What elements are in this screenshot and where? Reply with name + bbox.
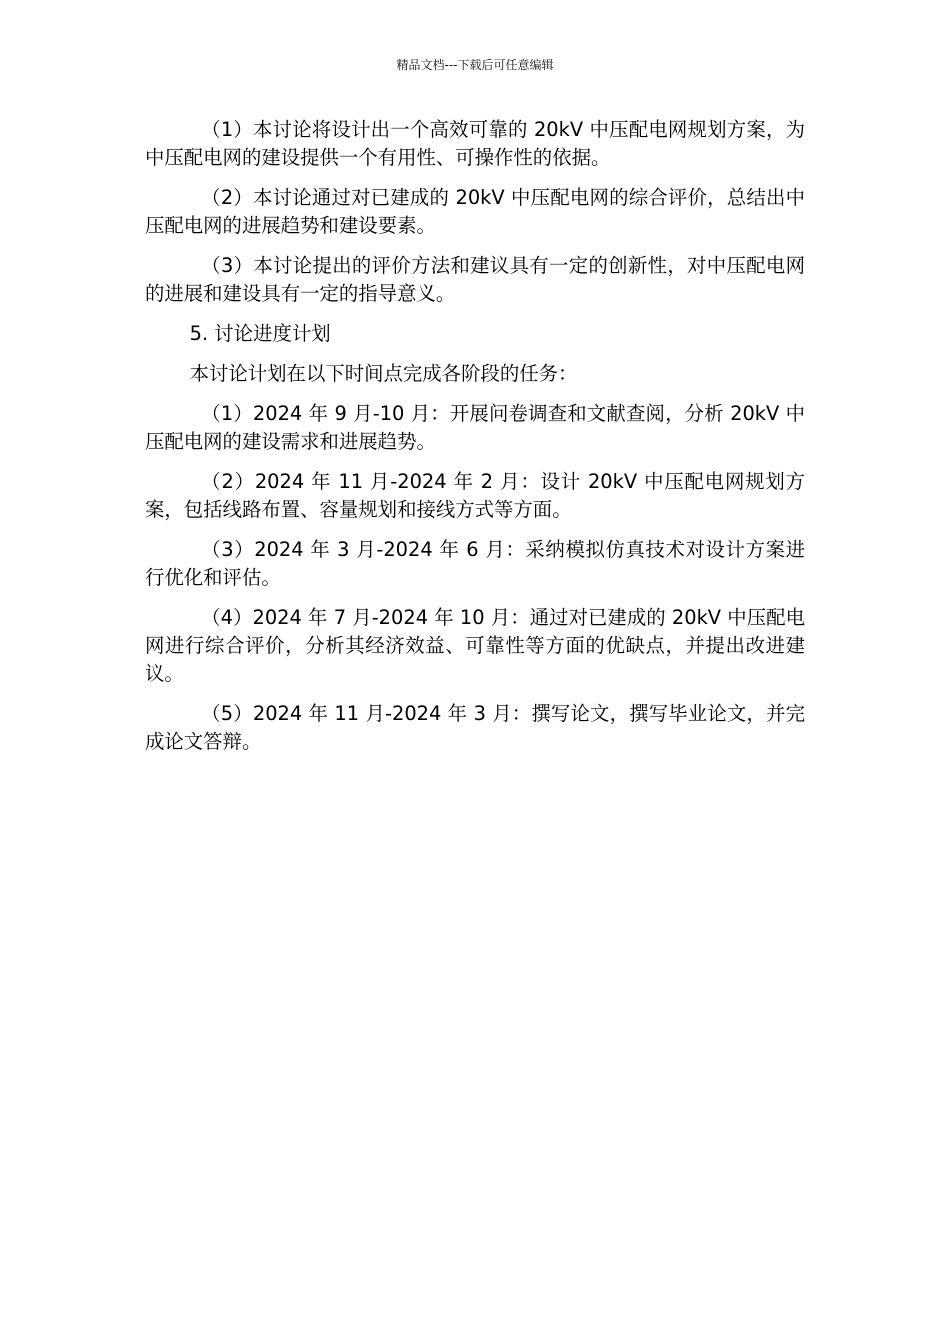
paragraph-schedule-intro: 本讨论计划在以下时间点完成各阶段的任务：	[189, 362, 578, 385]
paragraph-schedule-2: （2）2024 年 11 月-2024 年 2 月：设计 20kV 中压配电网规划方案，包括线路布置、容量规划和接线方式等方面。	[145, 470, 805, 521]
paragraph-objective-3: （3）本讨论提出的评价方法和建议具有一定的创新性，对中压配电网的进展和建设具有一定的指导意义。	[145, 254, 805, 305]
section-heading-schedule: 5. 讨论进度计划	[189, 322, 331, 345]
paragraph-schedule-4: （4）2024 年 7 月-2024 年 10 月：通过对已建成的 20kV 中压配电网进行综合评价，分析其经济效益、可靠性等方面的优缺点，并提出改进建议。	[145, 606, 805, 685]
paragraph-objective-1: （1）本讨论将设计出一个高效可靠的 20kV 中压配电网规划方案，为中压配电网的建设提供一个有用性、可操作性的依据。	[145, 118, 805, 169]
document-body	[145, 116, 805, 768]
page-header: 精品文档---下载后可任意编辑	[396, 58, 554, 72]
paragraph-schedule-5: （5）2024 年 11 月-2024 年 3 月：撰写论文，撰写毕业论文，并完成论文答辩。	[145, 702, 805, 753]
paragraph-schedule-3: （3）2024 年 3 月-2024 年 6 月：采纳模拟仿真技术对设计方案进行优化和评估。	[145, 538, 805, 589]
paragraph-objective-2: （2）本讨论通过对已建成的 20kV 中压配电网的综合评价，总结出中压配电网的进展趋势和建设要素。	[145, 186, 805, 237]
paragraph-schedule-1: （1）2024 年 9 月-10 月：开展问卷调查和文献查阅，分析 20kV 中压配电网的建设需求和进展趋势。	[145, 402, 805, 453]
